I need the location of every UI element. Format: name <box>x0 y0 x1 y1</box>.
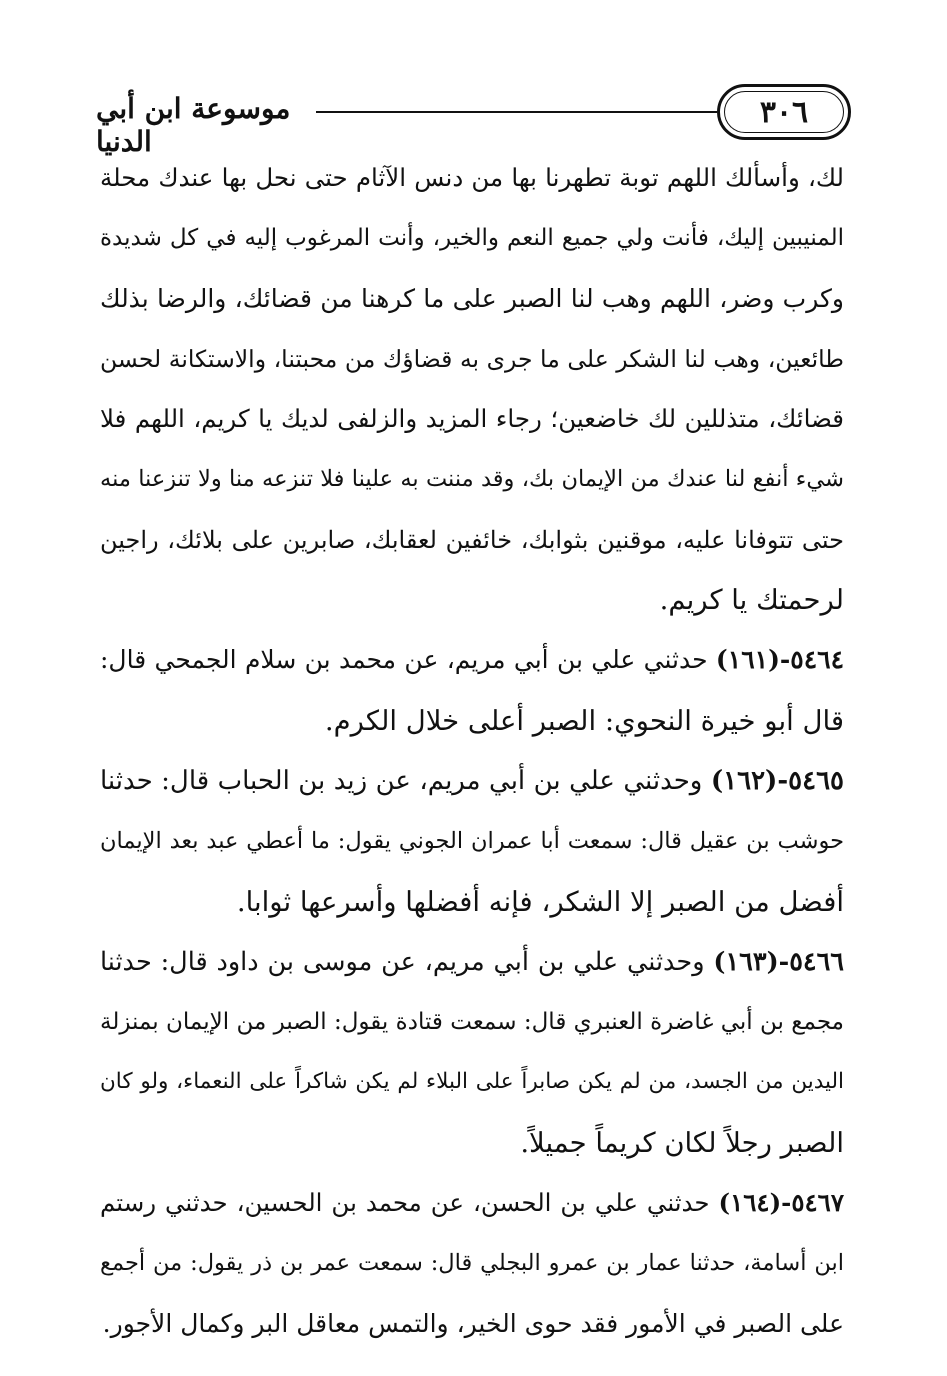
text-line: على الصبر في الأمور فقد حوى الخير، والتمس معاقل البر وكمال الأجور. <box>102 1308 844 1338</box>
entry-number: ٥٤٦٥-(١٦٢) <box>710 765 844 796</box>
entry-5465 <box>100 751 844 932</box>
text-line: لرحمتك يا كريم. <box>659 584 844 617</box>
text-line: المنيبين إليك، فأنت ولي جميع النعم والخير، وأنت المرغوب إليه في كل شديدة <box>100 225 844 252</box>
page-header <box>96 84 851 158</box>
entry-first-line <box>100 1173 844 1233</box>
page-body <box>100 148 844 1354</box>
text-line: الصبر رجلاً لكان كريماً جميلاً. <box>520 1126 844 1159</box>
text-line: قال أبو خيرة النحوي: الصبر أعلى خلال الكرم. <box>324 704 844 737</box>
entry-number: ٥٤٦٦-(١٦٣) <box>713 946 844 977</box>
page-number: ٣٠٦ <box>717 84 851 140</box>
entry-number: ٥٤٦٤-(١٦١) <box>715 645 844 675</box>
text-line: حوشب بن عقيل قال: سمعت أبا عمران الجوني يقول: ما أعطي عبد بعد الإيمان <box>100 828 844 855</box>
text-line: حتى تتوفانا عليه، موقنين بثوابك، خائفين لعقابك، صابرين على بلائك، راجين <box>100 525 844 554</box>
entry-5467 <box>100 1173 844 1354</box>
entry-text: وحدثني علي بن أبي مريم، عن موسى بن داود قال: حدثنا <box>100 946 705 977</box>
entry-first-line <box>100 751 844 811</box>
text-line: شيء أنفع لنا عندك من الإيمان بك، وقد مننت به علينا فلا تنزعه منا ولا تنزعنا منه <box>100 466 844 493</box>
text-line: مجمع بن أبي غاضرة العنبري قال: سمعت قتادة يقول: الصبر من الإيمان بمنزلة <box>100 1009 844 1036</box>
text-line: وكرب وضر، اللهم وهب لنا الصبر على ما كرهنا من قضائك، والرضا بذلك <box>100 283 844 313</box>
entry-text: حدثني علي بن الحسن، عن محمد بن الحسين، حدثني رستم <box>100 1188 710 1218</box>
entry-5464 <box>100 630 844 751</box>
book-title: موسوعة ابن أبي الدنيا <box>96 92 291 158</box>
text-line: أفضل من الصبر إلا الشكر، فإنه أفضلها وأسرعها ثوابا. <box>236 885 844 918</box>
entry-first-line <box>100 932 844 992</box>
entry-first-line <box>100 630 844 690</box>
text-line: اليدين من الجسد، من لم يكن صابراً على البلاء لم يكن شاكراً على النعماء، ولو كان <box>100 1069 844 1095</box>
text-line: طائعين، وهب لنا الشكر على ما جرى به قضاؤك من محبتنا، والاستكانة لحسن <box>100 344 844 373</box>
header-rule <box>316 111 717 113</box>
entry-text: حدثني علي بن أبي مريم، عن محمد بن سلام الجمحي قال: <box>100 645 708 675</box>
text-line: لك، وأسألك اللهم توبة تطهرنا بها من دنس الآثام حتى نحل بها عندك محلة <box>100 163 844 192</box>
entry-number: ٥٤٦٧-(١٦٤) <box>718 1188 844 1218</box>
entry-5466 <box>100 932 844 1173</box>
paragraph-intro <box>100 148 844 630</box>
entry-text: وحدثني علي بن أبي مريم، عن زيد بن الحباب قال: حدثنا <box>100 765 703 796</box>
text-line: قضائك، متذللين لك خاضعين؛ رجاء المزيد والزلفى لديك يا كريم، اللهم فلا <box>100 404 844 434</box>
text-line: ابن أسامة، حدثنا عمار بن عمرو البجلي قال: سمعت عمر بن ذر يقول: من أجمع <box>100 1250 844 1277</box>
